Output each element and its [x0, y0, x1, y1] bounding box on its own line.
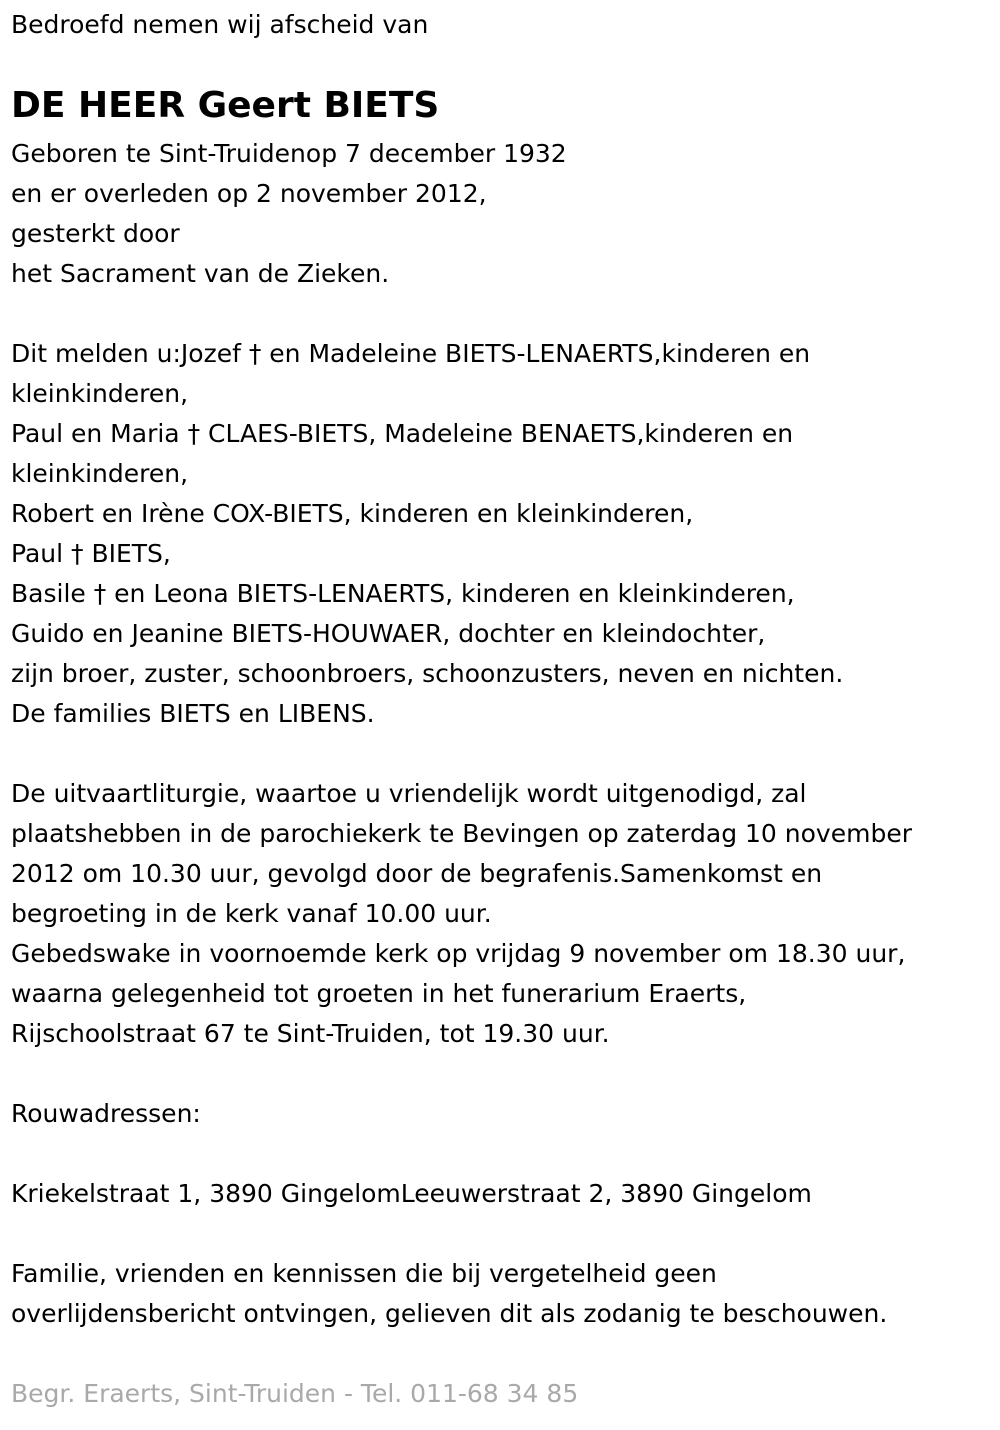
birth-line: Geboren te Sint-Truidenop 7 december 1932 — [11, 139, 567, 168]
family-line: De families BIETS en LIBENS. — [11, 699, 375, 728]
closing-line: overlijdensbericht ontvingen, gelieven dit als zodanig te beschouwen. — [11, 1299, 888, 1328]
family-line: Dit melden u:Jozef † en Madeleine BIETS-LENAERTS,kinderen en — [11, 339, 811, 368]
ceremony-block — [11, 774, 912, 1054]
intro-text: Bedroefd nemen wij afscheid van — [11, 10, 429, 39]
family-line: kleinkinderen, — [11, 459, 189, 488]
sacrament-line-1: gesterkt door — [11, 219, 180, 248]
sacrament-line-2: het Sacrament van de Zieken. — [11, 259, 390, 288]
ceremony-line: Gebedswake in voornoemde kerk op vrijdag 9 november om 18.30 uur, — [11, 939, 906, 968]
addresses-text: Kriekelstraat 1, 3890 GingelomLeeuwerstraat 2, 3890 Gingelom — [11, 1179, 812, 1208]
ceremony-line: plaatshebben in de parochiekerk te Bevingen op zaterdag 10 november — [11, 819, 912, 848]
ceremony-line: Rijschoolstraat 67 te Sint-Truiden, tot 19.30 uur. — [11, 1019, 610, 1048]
family-block — [11, 334, 843, 734]
addresses-label: Rouwadressen: — [11, 1099, 201, 1128]
ceremony-line: 2012 om 10.30 uur, gevolgd door de begrafenis.Samenkomst en — [11, 859, 823, 888]
closing-line: Familie, vrienden en kennissen die bij vergetelheid geen — [11, 1259, 717, 1288]
addresses-label-block — [11, 1094, 201, 1134]
family-line: Paul en Maria † CLAES-BIETS, Madeleine BENAETS,kinderen en — [11, 419, 794, 448]
family-line: zijn broer, zuster, schoonbroers, schoonzusters, neven en nichten. — [11, 659, 844, 688]
family-line: Guido en Jeanine BIETS-HOUWAER, dochter en kleindochter, — [11, 619, 766, 648]
family-line: Basile † en Leona BIETS-LENAERTS, kinderen en kleinkinderen, — [11, 579, 795, 608]
ceremony-line: begroeting in de kerk vanaf 10.00 uur. — [11, 899, 492, 928]
birth-death-block — [11, 134, 567, 294]
addresses-block — [11, 1174, 812, 1214]
family-line: Robert en Irène COX-BIETS, kinderen en kleinkinderen, — [11, 499, 694, 528]
death-line: en er overleden op 2 november 2012, — [11, 179, 487, 208]
family-line: kleinkinderen, — [11, 379, 189, 408]
ceremony-line: waarna gelegenheid tot groeten in het funerarium Eraerts, — [11, 979, 747, 1008]
family-line: Paul † BIETS, — [11, 539, 171, 568]
closing-block — [11, 1254, 887, 1334]
funeral-home-footer: Begr. Eraerts, Sint-Truiden - Tel. 011-68 34 85 — [11, 1379, 579, 1408]
ceremony-line: De uitvaartliturgie, waartoe u vriendelijk wordt uitgenodigd, zal — [11, 779, 807, 808]
deceased-name: DE HEER Geert BIETS — [11, 85, 440, 126]
